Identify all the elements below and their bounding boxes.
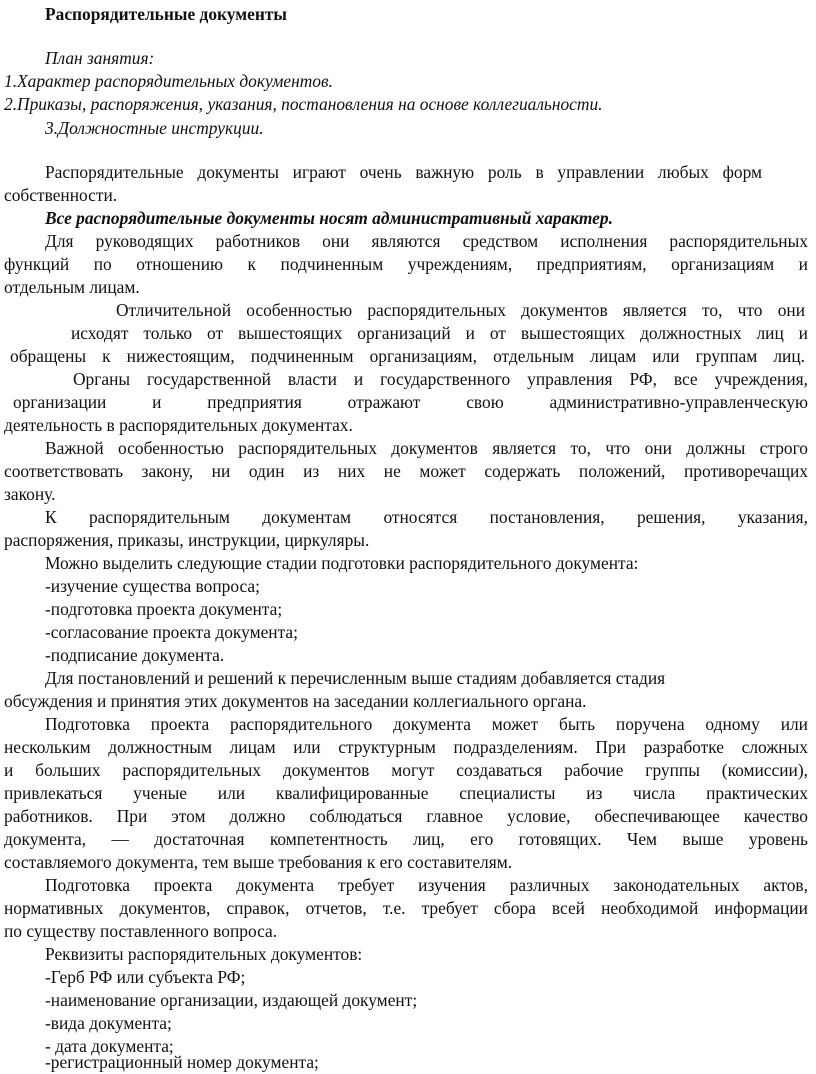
text-line: и больших распорядительных документов могут создаваться рабочие группы (комиссии), <box>4 760 808 780</box>
emphasis-line: Все распорядительные документы носят административный характер. <box>45 208 613 228</box>
list-item: -Герб РФ или субъекта РФ; <box>45 967 246 987</box>
list-item: -согласование проекта документа; <box>45 622 298 642</box>
text-line: документа, — достаточная компетентность лиц, его готовящих. Чем выше уровень <box>4 829 808 849</box>
plan-heading: План занятия: <box>45 48 155 68</box>
text-line: Реквизиты распорядительных документов: <box>45 944 363 964</box>
text-line: Органы государственной власти и государственного управления РФ, все учреждения, <box>73 369 808 389</box>
text-line: Отличительной особенностью распорядительных документов является то, что они <box>116 300 805 320</box>
text-line: Можно выделить следующие стадии подготовки распорядительного документа: <box>45 553 639 573</box>
text-line: Распорядительные документы играют очень важную роль в управлении любых форм <box>45 162 762 182</box>
list-item: -подготовка проекта документа; <box>45 599 283 619</box>
text-line: работников. При этом должно соблюдаться главное условие, обеспечивающее качество <box>4 806 808 826</box>
text-line: обращены к нижестоящим, подчиненным организациям, отдельным лицам или группам лиц. <box>10 346 805 366</box>
text-line: по существу поставленного вопроса. <box>4 921 278 941</box>
document-title: Распорядительные документы <box>45 4 287 24</box>
text-line: нескольким должностным лицам или структурным подразделениям. При разработке сложных <box>4 737 808 757</box>
plan-item: 3.Должностные инструкции. <box>45 118 264 138</box>
text-line: отдельным лицам. <box>4 277 140 297</box>
text-line: собственности. <box>4 185 118 205</box>
plan-item: 2.Приказы, распоряжения, указания, постановления на основе коллегиальности. <box>4 94 603 114</box>
text-line: функций по отношению к подчиненным учреждениям, предприятиям, организациям и <box>4 254 808 274</box>
text-line: организации и предприятия отражают свою административно-управленческую <box>13 392 808 412</box>
list-item: - дата документа; <box>45 1036 174 1056</box>
text-line: соответствовать закону, ни один из них не может содержать положений, противоречащих <box>4 461 808 481</box>
text-line: деятельность в распорядительных документах. <box>4 415 353 435</box>
text-line: Подготовка проекта документа требует изучения различных законодательных актов, <box>45 875 808 895</box>
list-item: -вида документа; <box>45 1013 172 1033</box>
text-line: нормативных документов, справок, отчетов, т.е. требует сбора всей необходимой информации <box>4 898 808 918</box>
list-item: -регистрационный номер документа; <box>45 1052 319 1072</box>
text-line: Для руководящих работников они являются средством исполнения распорядительных <box>45 231 808 251</box>
plan-item: 1.Характер распорядительных документов. <box>4 71 333 91</box>
text-line: составляемого документа, тем выше требования к его составителям. <box>4 852 513 872</box>
text-line: распоряжения, приказы, инструкции, циркуляры. <box>4 530 370 550</box>
text-line: Для постановлений и решений к перечисленным выше стадиям добавляется стадия <box>45 668 666 688</box>
text-line: К распорядительным документам относятся постановления, решения, указания, <box>45 507 808 527</box>
text-line: привлекаться ученые или квалифицированные специалисты из числа практических <box>4 783 808 803</box>
text-line: обсуждения и принятия этих документов на заседании коллегиального органа. <box>4 691 587 711</box>
list-item: -наименование организации, издающей документ; <box>45 990 418 1010</box>
list-item: -подписание документа. <box>45 645 225 665</box>
text-line: Важной особенностью распорядительных документов является то, что они должны строго <box>45 438 808 458</box>
text-line: исходят только от вышестоящих организаций и от вышестоящих должностных лиц и <box>71 323 808 343</box>
text-line: Подготовка проекта распорядительного документа может быть поручена одному или <box>45 714 808 734</box>
text-line: закону. <box>4 484 56 504</box>
list-item: -изучение существа вопроса; <box>45 576 260 596</box>
